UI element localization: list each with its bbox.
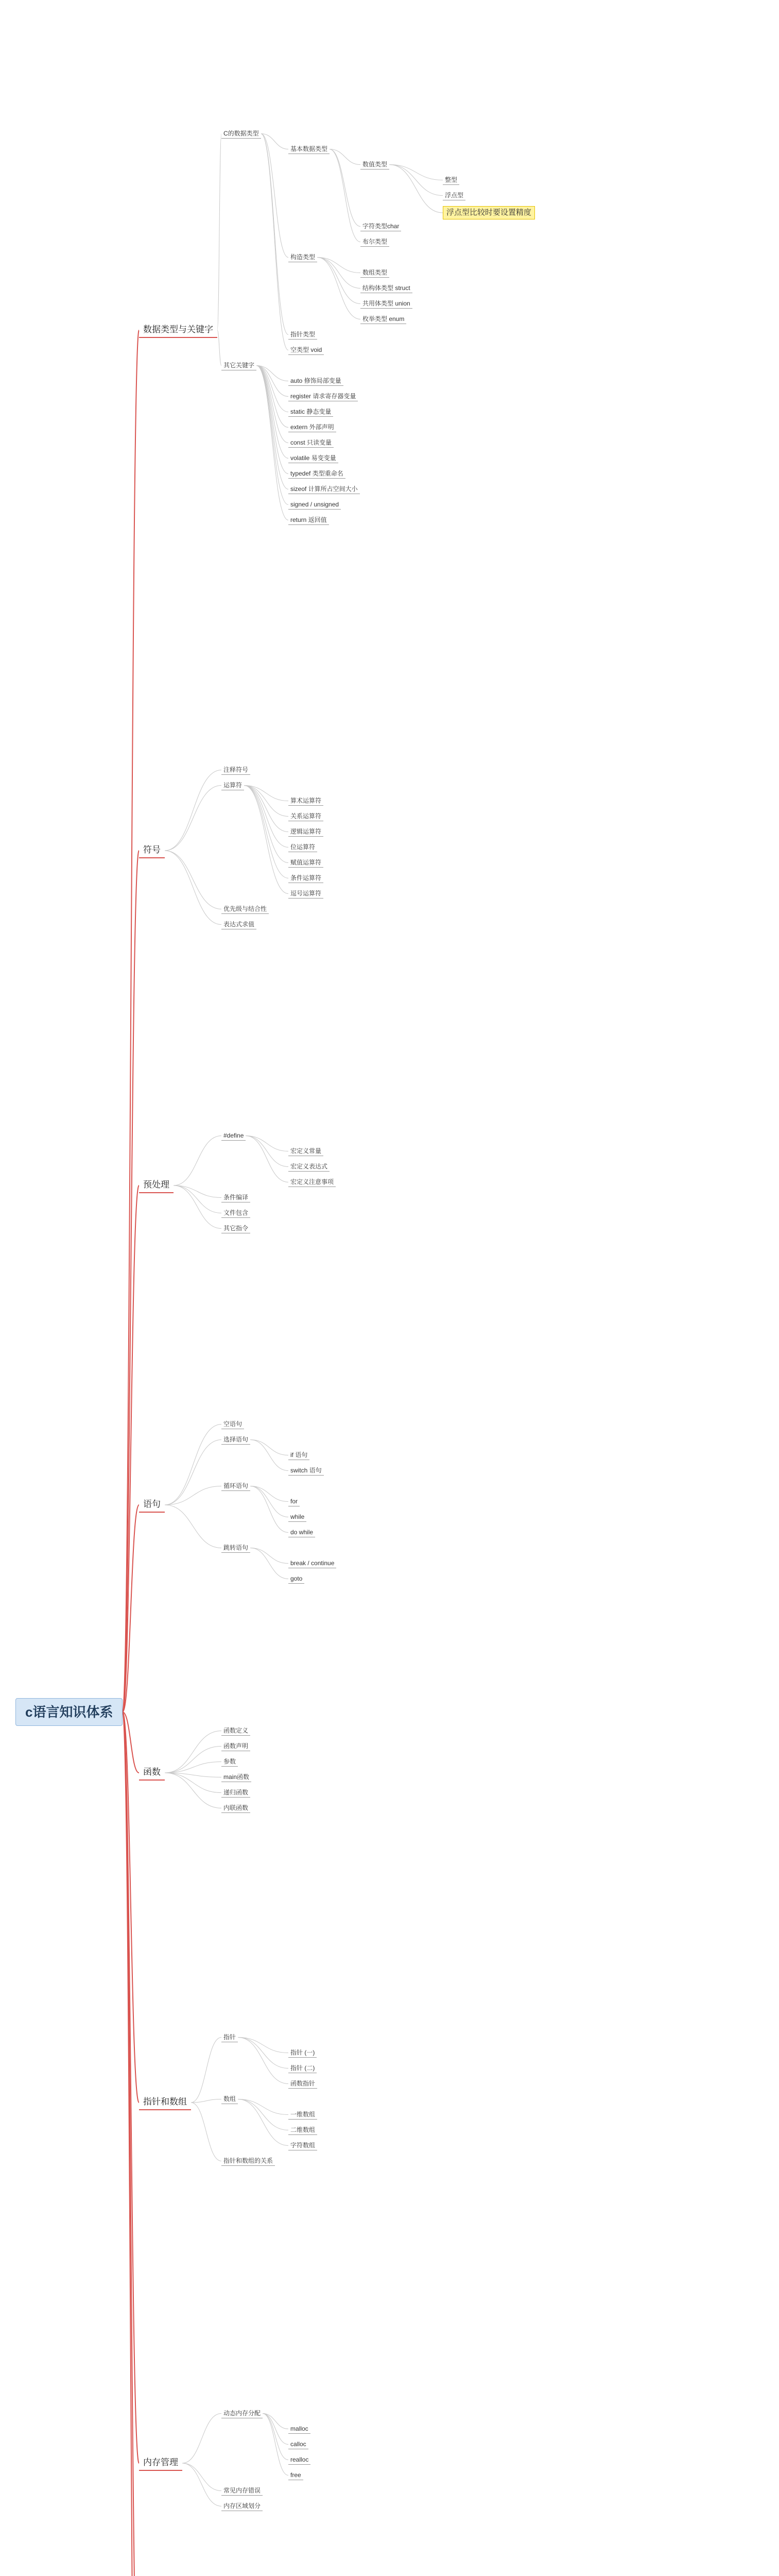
node-b5a[interactable]: 函数定义 bbox=[221, 1726, 250, 1736]
node-b4c1[interactable]: for bbox=[288, 1497, 300, 1506]
node-b5b[interactable]: 函数声明 bbox=[221, 1741, 250, 1751]
node-b6b2[interactable]: 二维数组 bbox=[288, 2125, 317, 2135]
node-b1a1a2[interactable]: 浮点型 bbox=[443, 191, 465, 200]
node-b2b5[interactable]: 赋值运算符 bbox=[288, 858, 323, 868]
node-b5c[interactable]: 参数 bbox=[221, 1757, 238, 1767]
branch-b5[interactable]: 函数 bbox=[139, 1765, 165, 1781]
node-b1a2d[interactable]: 枚举类型 enum bbox=[360, 314, 406, 324]
node-b1a1a1[interactable]: 整型 bbox=[443, 175, 459, 185]
node-b6b1[interactable]: 一维数组 bbox=[288, 2110, 317, 2120]
node-b1a4[interactable]: 空类型 void bbox=[288, 345, 324, 355]
node-b1b[interactable]: 其它关键字 bbox=[221, 361, 256, 370]
node-b7a2[interactable]: calloc bbox=[288, 2439, 308, 2449]
node-b1b10[interactable]: return 返回值 bbox=[288, 515, 329, 525]
node-b6b3[interactable]: 字符数组 bbox=[288, 2141, 317, 2150]
node-b7c[interactable]: 内存区域划分 bbox=[221, 2501, 263, 2511]
node-b3c[interactable]: 文件包含 bbox=[221, 1208, 250, 1218]
node-b1b4[interactable]: extern 外部声明 bbox=[288, 422, 336, 432]
node-b2b4[interactable]: 位运算符 bbox=[288, 842, 317, 852]
node-b4b1[interactable]: if 语句 bbox=[288, 1450, 309, 1460]
node-b3a2[interactable]: 宏定义表达式 bbox=[288, 1162, 330, 1172]
node-b7a[interactable]: 动态内存分配 bbox=[221, 2409, 263, 2418]
node-b1b2[interactable]: register 请求寄存器变量 bbox=[288, 392, 358, 401]
root-node[interactable]: c语言知识体系 bbox=[15, 1698, 123, 1726]
branch-b7[interactable]: 内存管理 bbox=[139, 2455, 182, 2471]
node-b5d[interactable]: main函数 bbox=[221, 1772, 251, 1782]
node-b7a1[interactable]: malloc bbox=[288, 2424, 310, 2434]
node-b1a1a3[interactable]: 浮点型比较时要设置精度 bbox=[443, 206, 535, 219]
node-b1b3[interactable]: static 静态变量 bbox=[288, 407, 333, 417]
branch-b4[interactable]: 语句 bbox=[139, 1497, 165, 1513]
branch-b2[interactable]: 符号 bbox=[139, 843, 165, 858]
node-b3a3[interactable]: 宏定义注意事项 bbox=[288, 1177, 336, 1187]
node-b4c3[interactable]: do while bbox=[288, 1528, 315, 1537]
node-b1b7[interactable]: typedef 类型重命名 bbox=[288, 469, 345, 479]
node-b1b8[interactable]: sizeof 计算所占空间大小 bbox=[288, 484, 360, 494]
node-b6b[interactable]: 数组 bbox=[221, 2094, 238, 2104]
node-b5e[interactable]: 递归函数 bbox=[221, 1788, 250, 1798]
node-b4c[interactable]: 循环语句 bbox=[221, 1481, 250, 1491]
node-b6a2[interactable]: 指针 (二) bbox=[288, 2063, 317, 2073]
node-b1a2c[interactable]: 共用体类型 union bbox=[360, 299, 412, 309]
node-b6a[interactable]: 指针 bbox=[221, 2032, 238, 2042]
node-b1b1[interactable]: auto 修饰局部变量 bbox=[288, 376, 343, 386]
branch-b3[interactable]: 预处理 bbox=[139, 1178, 174, 1193]
node-b3b[interactable]: 条件编译 bbox=[221, 1193, 250, 1202]
node-b2b7[interactable]: 逗号运算符 bbox=[288, 889, 323, 899]
node-b2b2[interactable]: 关系运算符 bbox=[288, 811, 323, 821]
node-b1a1c[interactable]: 布尔类型 bbox=[360, 237, 389, 247]
node-b3d[interactable]: 其它指令 bbox=[221, 1224, 250, 1233]
node-b1b6[interactable]: volatile 易变变量 bbox=[288, 453, 338, 463]
node-b1a2a[interactable]: 数组类型 bbox=[360, 268, 389, 278]
branch-b1[interactable]: 数据类型与关键字 bbox=[139, 323, 217, 338]
node-b4d1[interactable]: break / continue bbox=[288, 1558, 336, 1568]
node-b4b[interactable]: 选择语句 bbox=[221, 1435, 250, 1445]
node-b1a1b[interactable]: 字符类型char bbox=[360, 222, 401, 231]
node-b1a2b[interactable]: 结构体类型 struct bbox=[360, 283, 412, 293]
node-b4d2[interactable]: goto bbox=[288, 1574, 304, 1584]
node-b2b[interactable]: 运算符 bbox=[221, 781, 244, 790]
node-b2b1[interactable]: 算术运算符 bbox=[288, 796, 323, 806]
node-b5f[interactable]: 内联函数 bbox=[221, 1803, 250, 1813]
node-b1a3[interactable]: 指针类型 bbox=[288, 330, 317, 340]
node-b4d[interactable]: 跳转语句 bbox=[221, 1543, 250, 1553]
node-b2d[interactable]: 表达式求值 bbox=[221, 920, 256, 929]
branch-b6[interactable]: 指针和数组 bbox=[139, 2095, 191, 2110]
node-b7a4[interactable]: free bbox=[288, 2470, 303, 2480]
node-b2a[interactable]: 注释符号 bbox=[221, 765, 250, 775]
node-b1b9[interactable]: signed / unsigned bbox=[288, 500, 341, 510]
node-b2b6[interactable]: 条件运算符 bbox=[288, 873, 323, 883]
node-b7a3[interactable]: realloc bbox=[288, 2455, 310, 2465]
node-b3a1[interactable]: 宏定义常量 bbox=[288, 1146, 323, 1156]
node-b4c2[interactable]: while bbox=[288, 1512, 306, 1522]
node-b6a3[interactable]: 函数指针 bbox=[288, 2079, 317, 2089]
node-b1a2[interactable]: 构造类型 bbox=[288, 252, 317, 262]
node-b6a1[interactable]: 指针 (一) bbox=[288, 2048, 317, 2058]
node-b4b2[interactable]: switch 语句 bbox=[288, 1466, 324, 1476]
node-b1a1a[interactable]: 数值类型 bbox=[360, 160, 389, 170]
node-b3a[interactable]: #define bbox=[221, 1131, 246, 1141]
node-b2c[interactable]: 优先级与结合性 bbox=[221, 904, 269, 914]
node-b1b5[interactable]: const 只读变量 bbox=[288, 438, 334, 448]
node-b4a[interactable]: 空语句 bbox=[221, 1419, 244, 1429]
node-b6c[interactable]: 指针和数组的关系 bbox=[221, 2156, 275, 2166]
node-b7b[interactable]: 常见内存错误 bbox=[221, 2486, 263, 2496]
node-b1a[interactable]: C的数据类型 bbox=[221, 129, 261, 139]
node-b2b3[interactable]: 逻辑运算符 bbox=[288, 827, 323, 837]
node-b1a1[interactable]: 基本数据类型 bbox=[288, 144, 330, 154]
